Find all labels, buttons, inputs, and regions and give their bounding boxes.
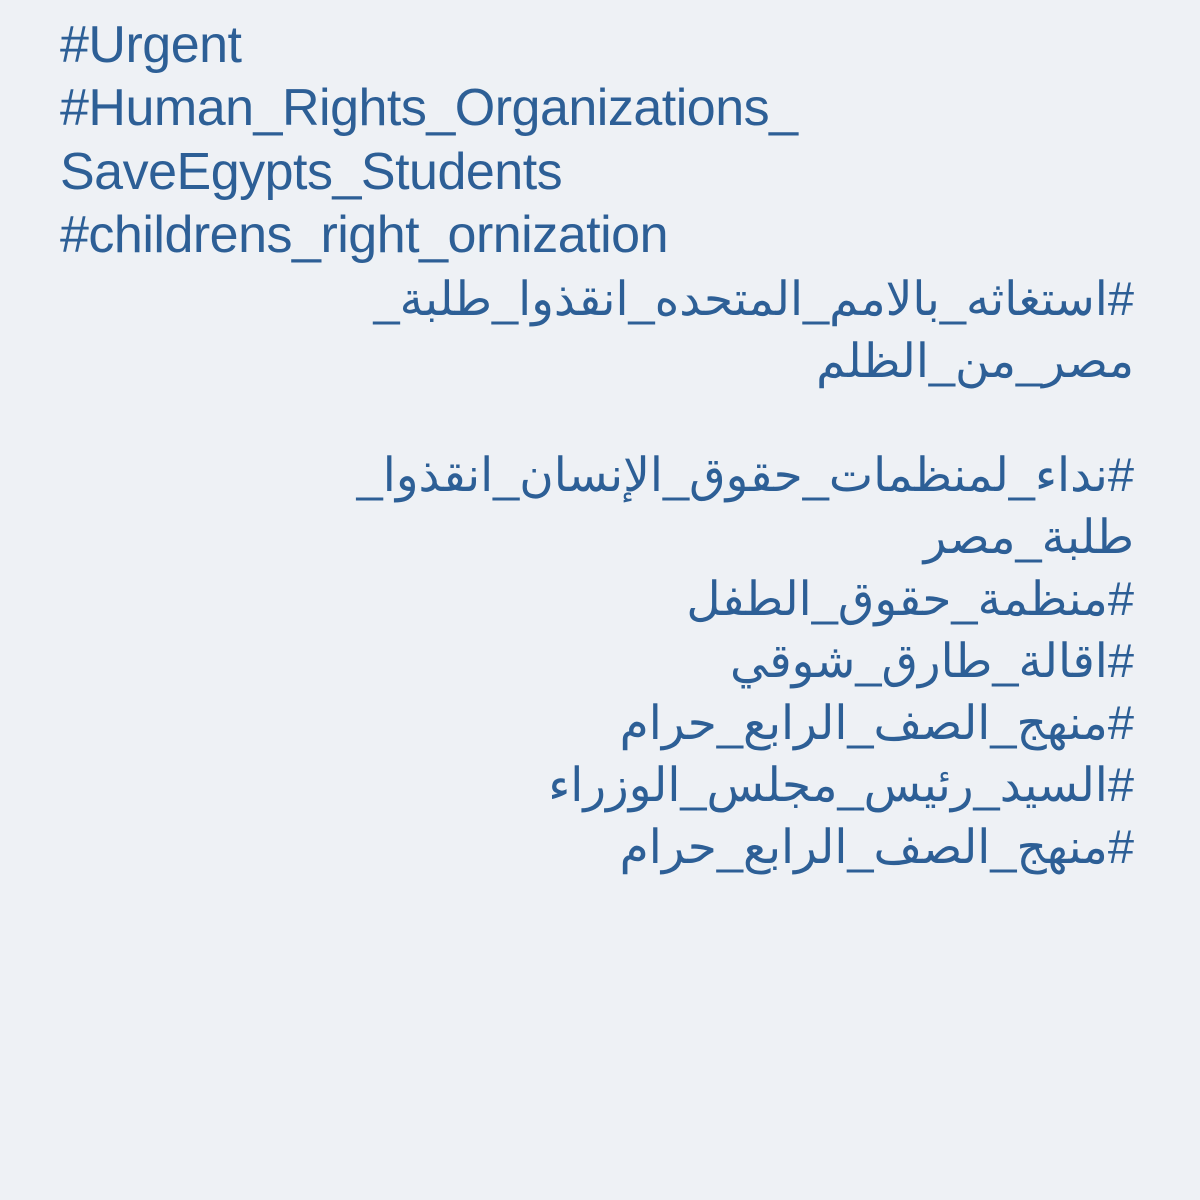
hashtag-fourth-grade-curriculum-2[interactable]: #منهج_الصف_الرابع_حرام: [619, 820, 1134, 873]
hashtag-estegatha-line1[interactable]: #استغاثه_بالامم_المتحده_انقذوا_طلبة_: [373, 271, 1134, 325]
hashtag-child-rights-organization[interactable]: #منظمة_حقوق_الطفل: [686, 571, 1134, 625]
hashtag-nedaa-line1[interactable]: #نداء_لمنظمات_حقوق_الإنسان_انقذوا_: [356, 447, 1134, 501]
hashtag-fourth-grade-curriculum-1[interactable]: #منهج_الصف_الرابع_حرام: [619, 695, 1134, 749]
hashtag-dismiss-tarek-shawky[interactable]: #اقالة_طارق_شوقي: [730, 633, 1134, 687]
hashtag-urgent[interactable]: #Urgent: [60, 16, 242, 74]
hashtag-human-rights-organizations-line1[interactable]: #Human_Rights_Organizations_: [60, 79, 798, 138]
hashtag-estegatha-line2[interactable]: مصر_من_الظلم: [816, 333, 1134, 387]
arabic-hashtags-group-one: [60, 268, 1140, 392]
paragraph-spacer: [60, 392, 1140, 444]
arabic-hashtags-group-two: [60, 444, 1140, 878]
latin-hashtags-group: [60, 14, 1140, 268]
hashtag-nedaa-line2[interactable]: طلبة_مصر: [923, 509, 1134, 563]
hashtag-prime-minister[interactable]: #السيد_رئيس_مجلس_الوزراء: [548, 757, 1134, 811]
hashtag-human-rights-organizations-line2[interactable]: SaveEgypts_Students: [60, 142, 563, 201]
hashtag-childrens-right-orgnization[interactable]: #childrens_right_ornization: [60, 206, 668, 265]
